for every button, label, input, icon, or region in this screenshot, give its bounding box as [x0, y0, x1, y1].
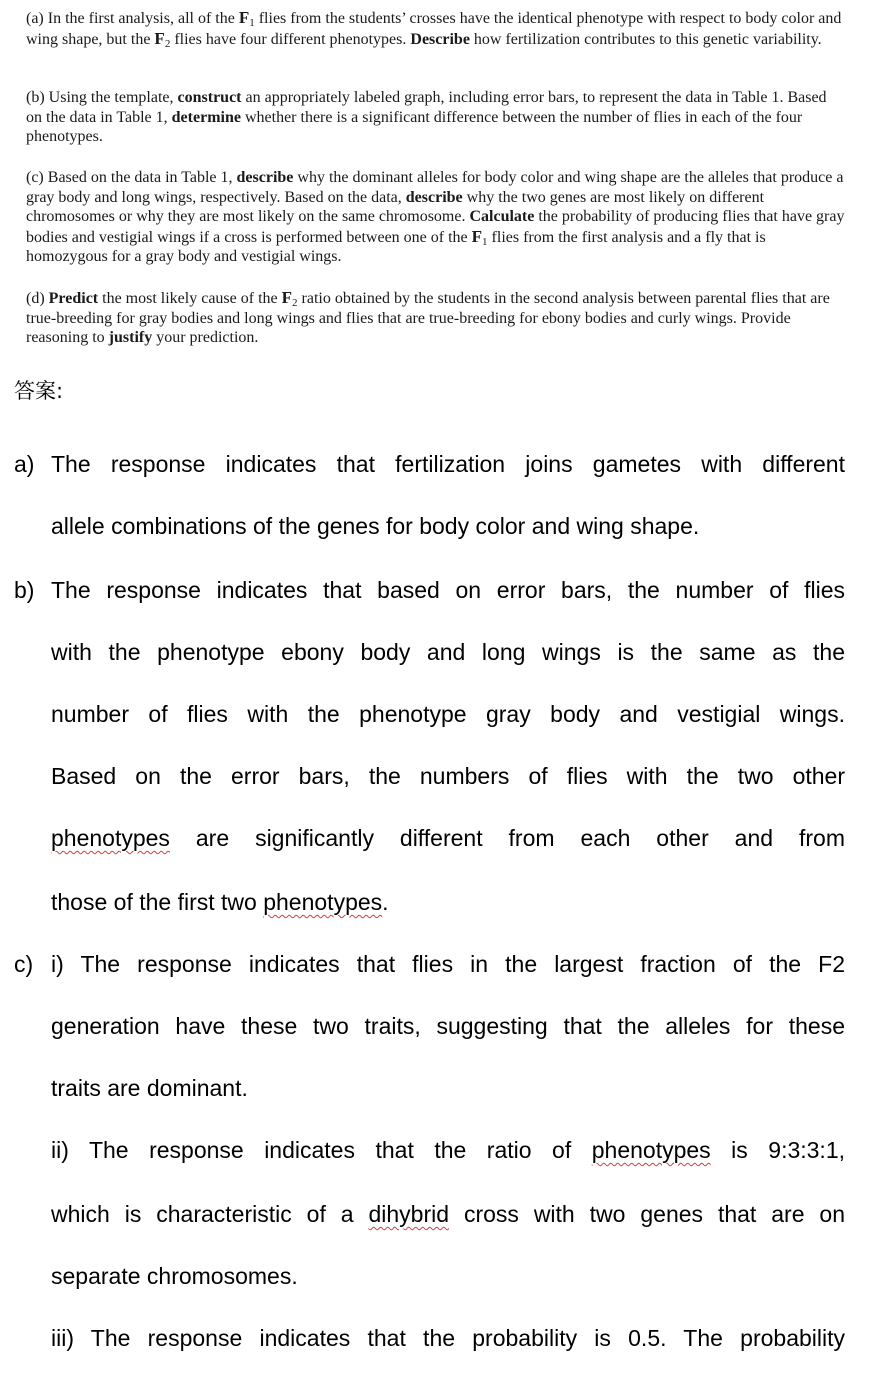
question-part-c: (c) Based on the data in Table 1, describe why the dominant alleles for body color and wing shape are the alleles that produce a gray body and long wings, respectively. Based on the data, describe why the two genes are most likely on different chromosomes or why they are most likely on the same chromosome. Calculate the probability of producing flies that have gray bodies and vestigial wings if a cross is performed between one of the $F_1$ flies from the first analysis and a fly that is homozygous for a gray body and vestigial wings.	[26, 169, 845, 265]
answer-a-marker: a)	[14, 451, 35, 477]
spellcheck-word: phenotypes	[591, 1137, 711, 1163]
answer-c-ii-line-3: separate chromosomes.	[51, 1263, 298, 1289]
answer-a-line-2: allele combinations of the genes for body color and wing shape.	[51, 513, 700, 539]
answer-c-ii-line-1: ii) The response indicates that the ratio of phenotypes is 9:3:3:1,	[51, 1137, 846, 1163]
answer-c-marker: c)	[14, 951, 34, 977]
answer-b-line-6: those of the first two phenotypes.	[51, 889, 389, 915]
answer-c-i-line-3: traits are dominant.	[51, 1075, 248, 1101]
question-part-a: (a) In the first analysis, all of the $F_1$ flies from the students’ crosses have the identical phenotype with respect to body color and wing shape, but the $F_2$ flies have four different phenotypes. Describe how fertilization contributes to this genetic variability.	[26, 8, 842, 50]
question-part-b: (b) Using the template, construct an appropriately labeled graph, including error bars, to represent the data in Table 1. Based on the data in Table 1, determine whether there is a significant difference between the number of flies in each of the four phenotypes.	[26, 89, 827, 145]
answer-a-line-1: The response indicates that fertilization joins gametes with different	[51, 451, 845, 477]
spellcheck-word: phenotypes	[263, 889, 383, 915]
answer-c-ii-line-2: which is characteristic of a dihybrid cross with two genes that are on	[51, 1201, 845, 1227]
answer-heading: 答案:	[14, 379, 64, 403]
answer-b-line-2: with the phenotype ebony body and long wings is the same as the	[51, 639, 845, 665]
answer-b-line-1: The response indicates that based on error bars, the number of flies	[51, 577, 845, 603]
answer-c-i-line-2: generation have these two traits, suggesting that the alleles for these	[51, 1013, 845, 1039]
answer-c-iii-line-1: iii) The response indicates that the probability is 0.5. The probability	[51, 1325, 845, 1351]
answer-c-i-line-1: i) The response indicates that flies in the largest fraction of the F2	[51, 951, 845, 977]
answer-b-line-3: number of flies with the phenotype gray body and vestigial wings.	[51, 701, 845, 727]
question-part-d: (d) Predict the most likely cause of the $F_2$ ratio obtained by the students in the second analysis between parental flies that are true-breeding for gray bodies and long wings and flies that are true-breeding for ebony bodies and curly wings. Provide reasoning to justify your prediction.	[26, 288, 830, 346]
answer-b-marker: b)	[14, 577, 35, 603]
answer-b-line-4: Based on the error bars, the numbers of flies with the two other	[51, 763, 845, 789]
spellcheck-word: phenotypes	[51, 825, 170, 851]
spellcheck-word: dihybrid	[368, 1201, 450, 1227]
answer-b-line-5: phenotypes are significantly different from each other and from	[51, 825, 845, 851]
